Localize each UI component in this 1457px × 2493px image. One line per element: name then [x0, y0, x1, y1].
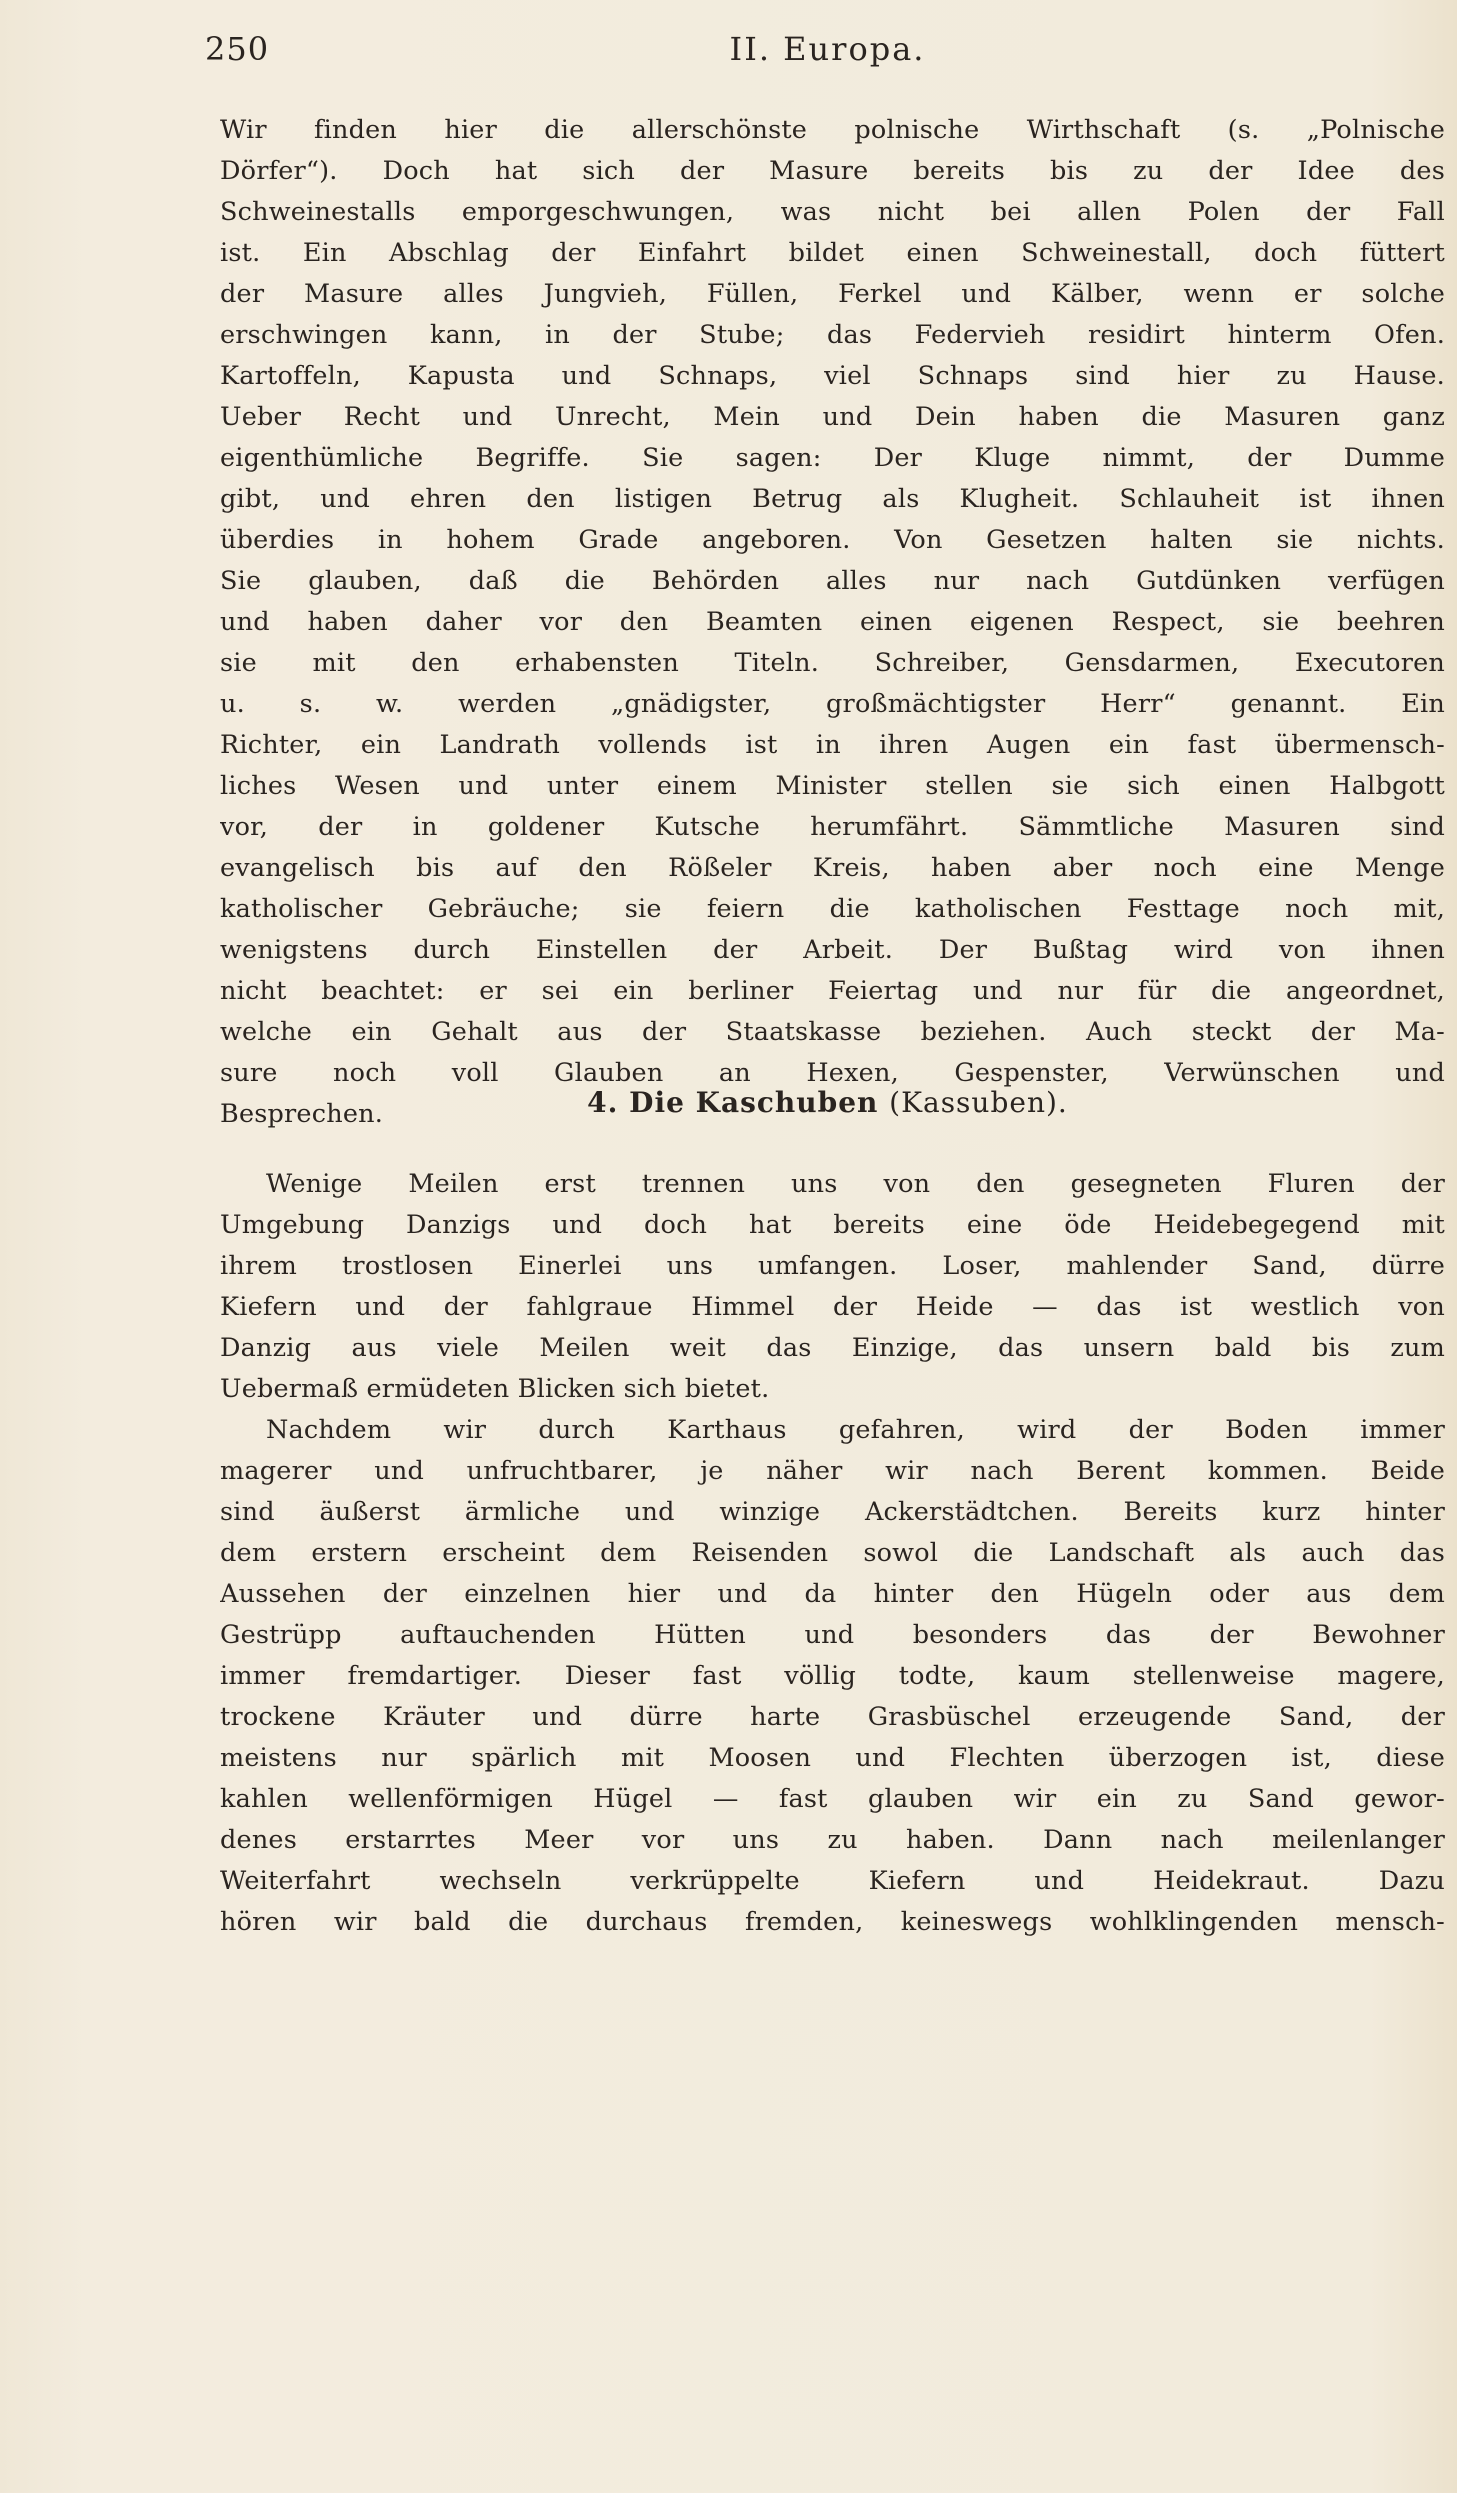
text-line: ist. Ein Abschlag der Einfahrt bildet einen Schweinestall, doch füttert	[220, 238, 1445, 268]
text-line: wenigstens durch Einstellen der Arbeit. Der Bußtag wird von ihnen	[220, 935, 1445, 965]
text-line: vor, der in goldener Kutsche herumfährt. Sämmtliche Masuren sind	[220, 812, 1445, 842]
text-line: ihrem trostlosen Einerlei uns umfangen. Loser, mahlender Sand, dürre	[220, 1251, 1445, 1281]
text-line: gibt, und ehren den listigen Betrug als Klugheit. Schlauheit ist ihnen	[220, 484, 1445, 514]
text-line: Kartoffeln, Kapusta und Schnaps, viel Schnaps sind hier zu Hause.	[220, 361, 1445, 391]
text-line: hören wir bald die durchaus fremden, keineswegs wohlklingenden mensch-	[220, 1907, 1445, 1937]
text-line: sind äußerst ärmliche und winzige Ackerstädtchen. Bereits kurz hinter	[220, 1497, 1445, 1527]
text-line: katholischer Gebräuche; sie feiern die katholischen Festtage noch mit,	[220, 894, 1445, 924]
paragraph-heide	[220, 1164, 1445, 1410]
text-line: Kiefern und der fahlgraue Himmel der Heide — das ist westlich von	[220, 1292, 1445, 1322]
text-line: u. s. w. werden „gnädigster, großmächtigster Herr“ genannt. Ein	[220, 689, 1445, 719]
text-line: denes erstarrtes Meer vor uns zu haben. Dann nach meilenlanger	[220, 1825, 1445, 1855]
paragraph-karthaus	[220, 1410, 1445, 1943]
text-line: und haben daher vor den Beamten einen eigenen Respect, sie beehren	[220, 607, 1445, 637]
text-line: Uebermaß ermüdeten Blicken sich bietet.	[220, 1374, 770, 1404]
text-line: Umgebung Danzigs und doch hat bereits eine öde Heidebegegend mit	[220, 1210, 1445, 1240]
text-line: Dörfer“). Doch hat sich der Masure bereits bis zu der Idee des	[220, 156, 1445, 186]
text-line: sure noch voll Glauben an Hexen, Gespenster, Verwünschen und	[220, 1058, 1445, 1088]
text-line: welche ein Gehalt aus der Staatskasse beziehen. Auch steckt der Ma-	[220, 1017, 1445, 1047]
text-line: der Masure alles Jungvieh, Füllen, Ferkel und Kälber, wenn er solche	[220, 279, 1445, 309]
section-number: 4.	[587, 1086, 619, 1119]
text-line: dem erstern erscheint dem Reisenden sowol die Landschaft als auch das	[220, 1538, 1445, 1568]
paragraph-masuren	[220, 110, 1445, 1135]
text-line: Gestrüpp auftauchenden Hütten und besonders das der Bewohner	[220, 1620, 1445, 1650]
text-line: nicht beachtet: er sei ein berliner Feiertag und nur für die angeordnet,	[220, 976, 1445, 1006]
text-line: Ueber Recht und Unrecht, Mein und Dein haben die Masuren ganz	[220, 402, 1445, 432]
section-title: Die Kaschuben	[629, 1086, 879, 1119]
text-line: sie mit den erhabensten Titeln. Schreiber, Gensdarmen, Executoren	[220, 648, 1445, 678]
text-line: Weiterfahrt wechseln verkrüppelte Kiefern und Heidekraut. Dazu	[220, 1866, 1445, 1896]
text-line: Aussehen der einzelnen hier und da hinter den Hügeln oder aus dem	[220, 1579, 1445, 1609]
text-line: Sie glauben, daß die Behörden alles nur nach Gutdünken verfügen	[220, 566, 1445, 596]
text-line: Wir finden hier die allerschönste polnische Wirthschaft (s. „Polnische	[220, 115, 1445, 145]
text-line: magerer und unfruchtbarer, je näher wir nach Berent kommen. Beide	[220, 1456, 1445, 1486]
section-heading	[205, 1086, 1450, 1119]
text-line: erschwingen kann, in der Stube; das Federvieh residirt hinterm Ofen.	[220, 320, 1445, 350]
text-line: evangelisch bis auf den Rößeler Kreis, haben aber noch eine Menge	[220, 853, 1445, 883]
text-line: Besprechen.	[220, 1099, 384, 1129]
text-line: liches Wesen und unter einem Minister stellen sie sich einen Halbgott	[220, 771, 1445, 801]
text-line: überdies in hohem Grade angeboren. Von Gesetzen halten sie nichts.	[220, 525, 1445, 555]
text-line: immer fremdartiger. Dieser fast völlig todte, kaum stellenweise magere,	[220, 1661, 1445, 1691]
text-line: meistens nur spärlich mit Moosen und Flechten überzogen ist, diese	[220, 1743, 1445, 1773]
text-line: Wenige Meilen erst trennen uns von den gesegneten Fluren der	[266, 1169, 1445, 1199]
text-line: Nachdem wir durch Karthaus gefahren, wird der Boden immer	[266, 1415, 1445, 1445]
text-line: Schweinestalls emporgeschwungen, was nicht bei allen Polen der Fall	[220, 197, 1445, 227]
text-line: kahlen wellenförmigen Hügel — fast glauben wir ein zu Sand gewor-	[220, 1784, 1445, 1814]
page-header	[205, 30, 1450, 80]
running-head: II. Europa.	[729, 30, 926, 68]
text-line: eigenthümliche Begriffe. Sie sagen: Der Kluge nimmt, der Dumme	[220, 443, 1445, 473]
text-line: trockene Kräuter und dürre harte Grasbüschel erzeugende Sand, der	[220, 1702, 1445, 1732]
page-number: 250	[205, 30, 270, 68]
text-line: Danzig aus viele Meilen weit das Einzige, das unsern bald bis zum	[220, 1333, 1445, 1363]
text-line: Richter, ein Landrath vollends ist in ihren Augen ein fast übermensch-	[220, 730, 1445, 760]
section-title-variant: (Kassuben).	[889, 1086, 1068, 1119]
